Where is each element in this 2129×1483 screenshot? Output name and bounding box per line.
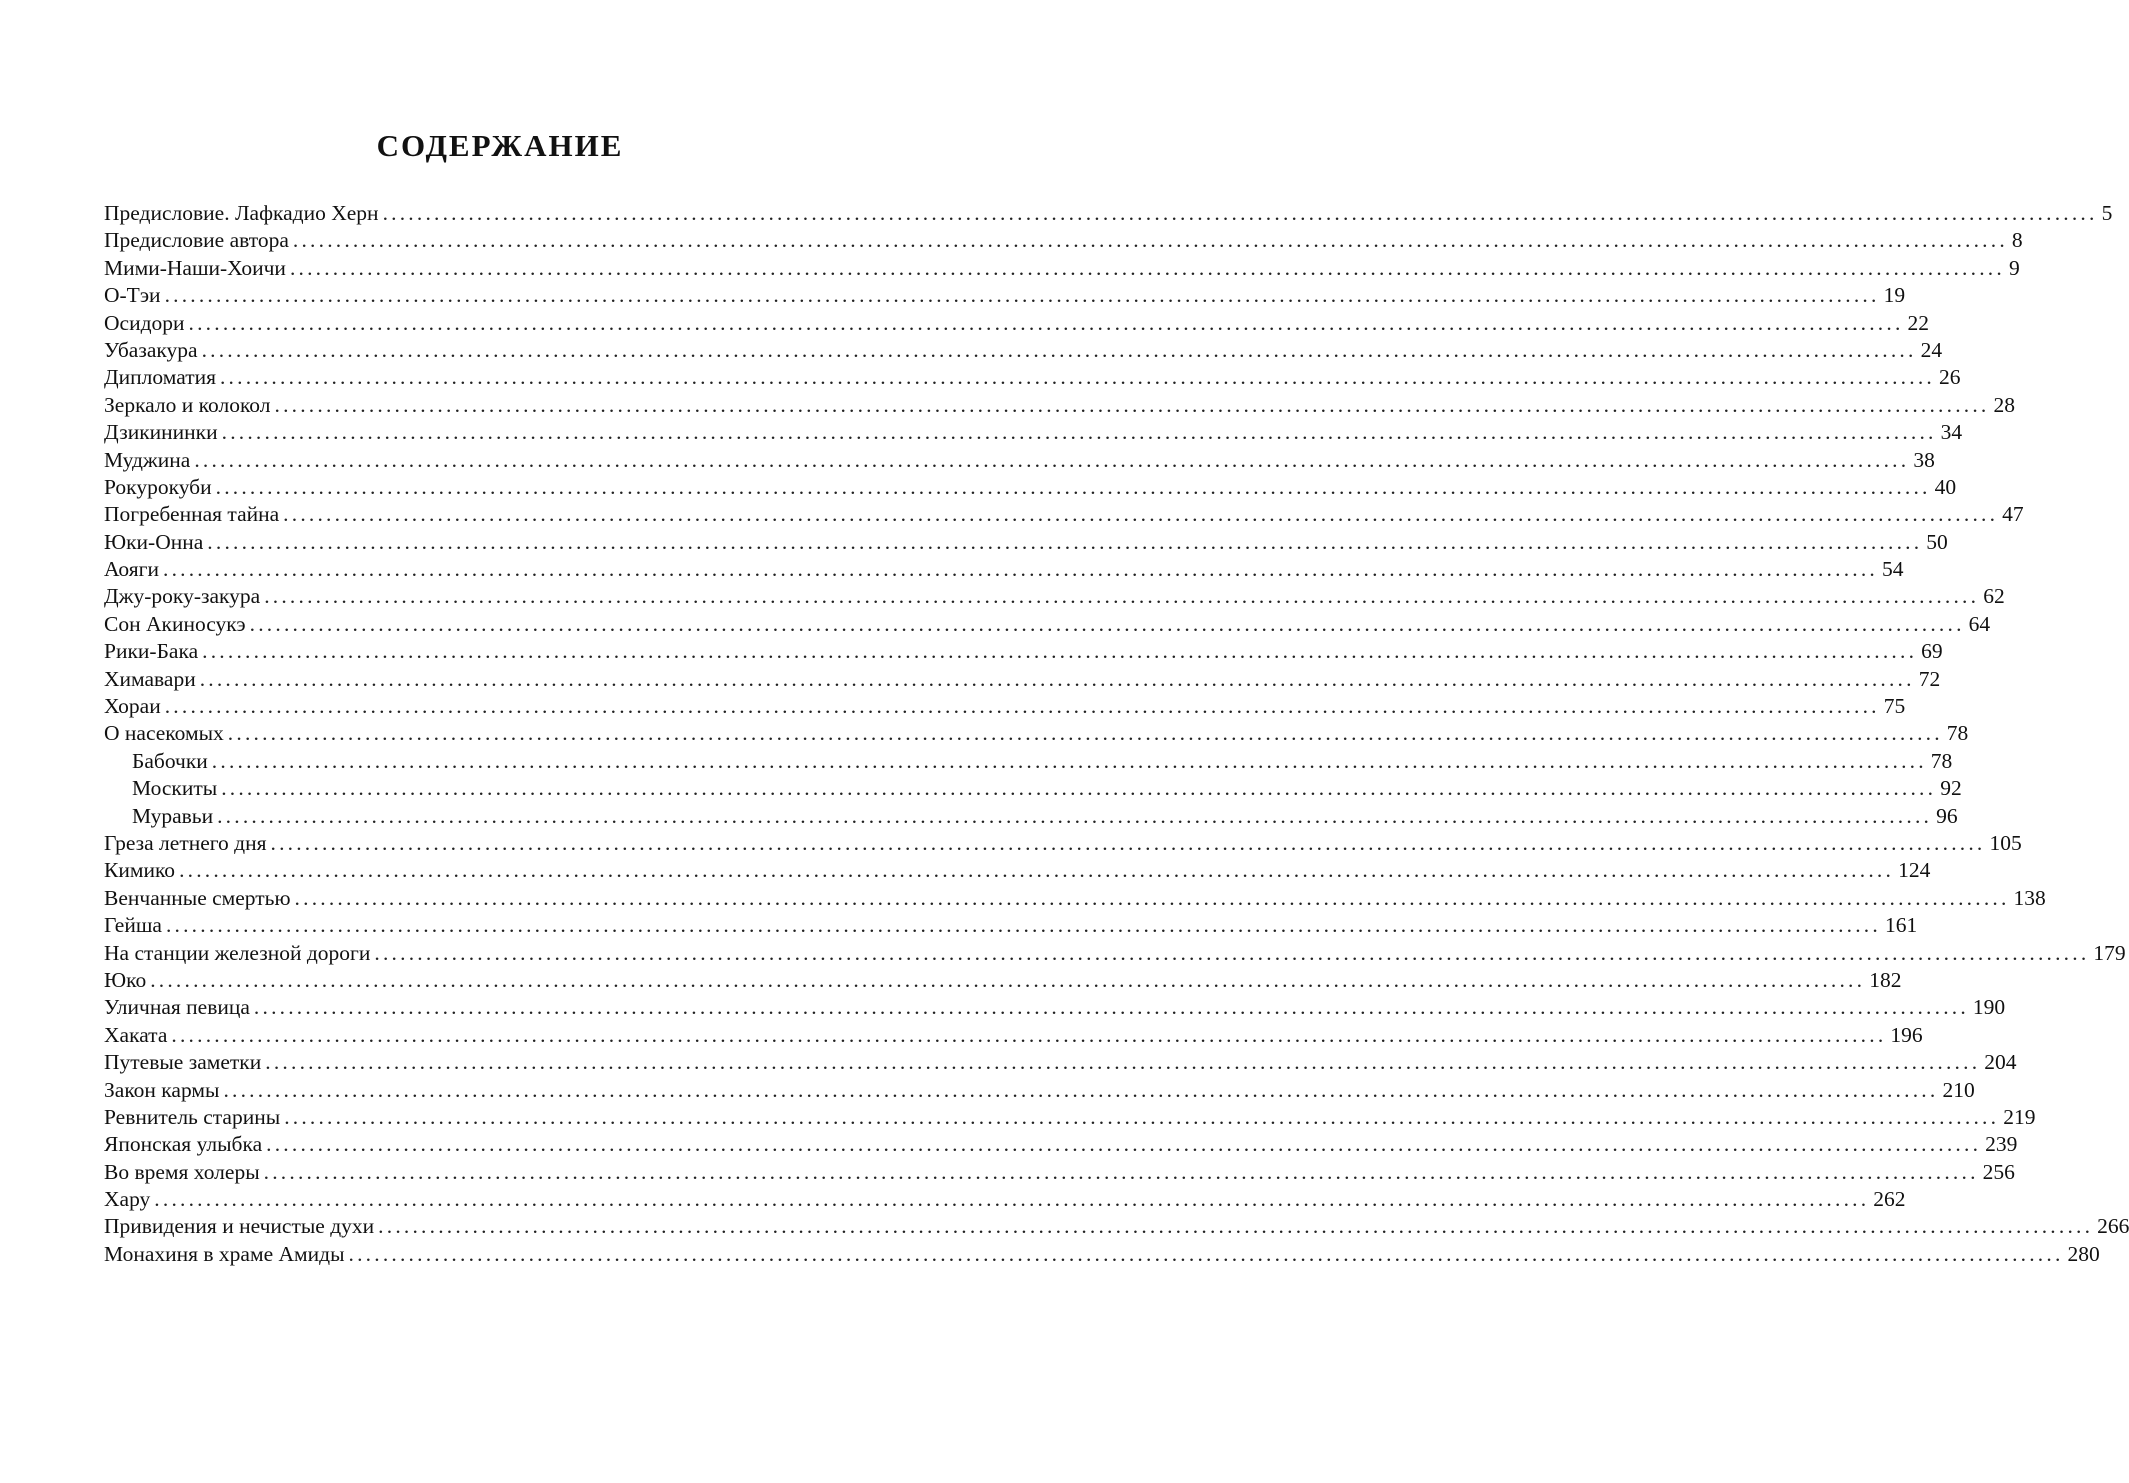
dot-leader: ........................................................................................................................................................................................................ xyxy=(378,1214,2094,1239)
toc-entry-page-number: 204 xyxy=(1984,1050,2017,1075)
toc-entry-page-number: 124 xyxy=(1898,858,1931,883)
toc-entry-page-number: 196 xyxy=(1890,1022,1923,1047)
toc-entry-page-number: 239 xyxy=(1985,1132,2018,1157)
toc-entry-title: Убазакура xyxy=(104,337,198,362)
dot-leader: ........................................................................................................................................................................................................ xyxy=(270,830,1986,855)
dot-leader: ........................................................................................................................................................................................................ xyxy=(201,337,1917,362)
toc-entry-title: Хаката xyxy=(104,1022,168,1047)
dot-leader: ........................................................................................................................................................................................................ xyxy=(165,913,1881,938)
toc-entry-title: Предисловие автора xyxy=(104,228,289,253)
toc-entry-page-number: 8 xyxy=(2011,228,2023,253)
toc-entry xyxy=(104,501,2024,528)
toc-entry-title: Дипломатия xyxy=(104,365,216,390)
toc-entry xyxy=(104,912,1918,939)
dot-leader: ........................................................................................................................................................................................................ xyxy=(219,365,1935,390)
dot-leader: ........................................................................................................................................................................................................ xyxy=(266,1132,1982,1157)
toc-entry-title: Предисловие. Лафкадио Херн xyxy=(104,201,379,225)
toc-entry-page-number: 210 xyxy=(1942,1077,1975,1102)
dot-leader: ........................................................................................................................................................................................................ xyxy=(283,502,1999,527)
toc-entry-title: Хару xyxy=(104,1187,151,1212)
toc-entry-title: Уличная певица xyxy=(104,995,250,1020)
toc-entry-title: Осидори xyxy=(104,310,185,335)
toc-entry-page-number: 105 xyxy=(1989,830,2022,855)
toc-entry-title: Ревнитель старины xyxy=(104,1104,281,1129)
toc-entry-title: Дзикининки xyxy=(104,420,218,445)
toc-subentry xyxy=(104,748,1953,775)
toc-entry-title: Аояги xyxy=(104,557,159,582)
toc-entry xyxy=(104,1159,2015,1186)
dot-leader: ........................................................................................................................................................................................................ xyxy=(163,557,1878,582)
toc-subentry xyxy=(104,803,1958,830)
toc-entry-page-number: 266 xyxy=(2097,1214,2129,1239)
toc-entry-title: Греза летнего дня xyxy=(104,830,267,855)
dot-leader: ........................................................................................................................................................................................................ xyxy=(274,392,1990,417)
toc-entry xyxy=(104,1104,2036,1131)
toc-entry-page-number: 78 xyxy=(1930,748,1953,773)
dot-leader: ........................................................................................................................................................................................................ xyxy=(289,255,2005,280)
toc-entry-title: Закон кармы xyxy=(104,1077,220,1102)
toc-entry-page-number: 92 xyxy=(1940,776,1962,801)
toc-entry xyxy=(104,556,1904,583)
toc-entry-page-number: 138 xyxy=(2013,885,2046,910)
toc-entry xyxy=(104,583,2005,610)
toc-entry xyxy=(104,1022,1923,1049)
dot-leader: ........................................................................................................................................................................................................ xyxy=(221,776,1937,801)
toc-entry-page-number: 78 xyxy=(1946,721,1969,746)
toc-entry-title: Зеркало и колокол xyxy=(104,392,271,417)
dot-leader: ........................................................................................................................................................................................................ xyxy=(263,1159,1979,1184)
toc-entry xyxy=(104,474,1957,501)
toc-entry-title: Во время холеры xyxy=(104,1159,260,1184)
toc-entry-title: На станции железной дороги xyxy=(104,940,371,965)
toc-entry xyxy=(104,1241,2100,1268)
toc-entry-page-number: 28 xyxy=(1993,392,2015,417)
toc-entry-page-number: 38 xyxy=(1913,447,1935,472)
toc-entry xyxy=(104,447,1935,474)
toc-entry xyxy=(104,885,2046,912)
toc-entry-title: Мими-Наши-Хоичи xyxy=(104,255,286,280)
toc-entry-title: Погребенная тайна xyxy=(104,502,280,527)
toc-entry-page-number: 24 xyxy=(1920,337,1943,362)
dot-leader: ........................................................................................................................................................................................................ xyxy=(150,967,1866,992)
toc-entry-page-number: 262 xyxy=(1873,1187,1906,1212)
toc-entry xyxy=(104,994,2006,1021)
dot-leader: ........................................................................................................................................................................................................ xyxy=(249,611,1965,636)
page-title: СОДЕРЖАНИЕ xyxy=(376,128,624,163)
toc-entry-title: Муджина xyxy=(104,447,191,472)
dot-leader: ........................................................................................................................................................................................................ xyxy=(164,283,1880,308)
toc-entry-page-number: 22 xyxy=(1907,310,1930,335)
toc-entry xyxy=(104,857,1931,884)
toc-entry-title: Джу-року-закура xyxy=(104,584,261,609)
toc-entry-page-number: 182 xyxy=(1869,967,1902,992)
toc-entry-page-number: 26 xyxy=(1938,365,1961,390)
toc-entry xyxy=(104,830,2022,857)
toc-entry-page-number: 75 xyxy=(1883,694,1906,719)
toc-entry-title: Муравьи xyxy=(132,803,214,828)
toc-entry xyxy=(104,227,2023,254)
toc-entry-title: Москиты xyxy=(132,776,218,801)
toc-entry xyxy=(104,720,1969,747)
toc-entry-title: Кимико xyxy=(104,858,176,883)
toc-entry-page-number: 72 xyxy=(1918,666,1941,691)
toc-entry-page-number: 179 xyxy=(2093,940,2126,965)
toc-entry-page-number: 54 xyxy=(1882,557,1904,582)
toc-entry-title: О-Тэи xyxy=(104,283,161,308)
dot-leader: ........................................................................................................................................................................................................ xyxy=(164,694,1880,719)
toc-entry xyxy=(104,1049,2017,1076)
toc-entry-title: Химавари xyxy=(104,666,196,691)
toc-entry xyxy=(104,392,2015,419)
toc-entry-title: Рокурокуби xyxy=(104,474,212,499)
toc-entry-title: Путевые заметки xyxy=(104,1050,262,1075)
toc-entry-title: Венчанные смертью xyxy=(104,885,291,910)
dot-leader: ........................................................................................................................................................................................................ xyxy=(207,529,1923,554)
toc-entry xyxy=(104,611,1991,638)
dot-leader: ........................................................................................................................................................................................................ xyxy=(284,1104,2000,1129)
toc-entry xyxy=(104,200,2113,227)
toc-entry xyxy=(104,967,1902,994)
toc-entry-page-number: 9 xyxy=(2008,255,2020,280)
toc-entry xyxy=(104,666,1941,693)
dot-leader: ........................................................................................................................................................................................................ xyxy=(223,1077,1939,1102)
toc-entry xyxy=(104,940,2126,967)
dot-leader: ........................................................................................................................................................................................................ xyxy=(188,310,1904,335)
toc-entry xyxy=(104,282,1906,309)
toc-entry-page-number: 219 xyxy=(2003,1104,2036,1129)
dot-leader: ........................................................................................................................................................................................................ xyxy=(348,1241,2064,1266)
toc-entry-page-number: 69 xyxy=(1921,639,1943,664)
toc-entry xyxy=(104,364,1961,391)
toc-entry-title: О насекомых xyxy=(104,721,224,746)
dot-leader: ........................................................................................................................................................................................................ xyxy=(199,666,1915,691)
toc-entry xyxy=(104,693,1906,720)
toc-entry-page-number: 64 xyxy=(1968,611,1991,636)
toc-entry-title: Монахиня в храме Амиды xyxy=(104,1241,345,1266)
toc-entry xyxy=(104,638,1943,665)
toc-entry-page-number: 34 xyxy=(1940,420,1963,445)
dot-leader: ........................................................................................................................................................................................................ xyxy=(221,420,1937,445)
toc-entry-title: Юко xyxy=(104,967,147,992)
toc-entry xyxy=(104,1186,1906,1213)
dot-leader: ........................................................................................................................................................................................................ xyxy=(217,803,1933,828)
dot-leader: ........................................................................................................................................................................................................ xyxy=(264,584,1980,609)
toc-entry-page-number: 256 xyxy=(1982,1159,2015,1184)
toc-entry-page-number: 96 xyxy=(1936,803,1958,828)
toc-entry-page-number: 280 xyxy=(2067,1241,2100,1266)
toc-entry-page-number: 47 xyxy=(2002,502,2024,527)
toc-entry-page-number: 40 xyxy=(1934,474,1957,499)
toc-entry-title: Бабочки xyxy=(132,748,208,773)
dot-leader: ........................................................................................................................................................................................................ xyxy=(171,1022,1887,1047)
toc-entry-page-number: 62 xyxy=(1983,584,2005,609)
toc-entry-title: Рики-Бака xyxy=(104,639,199,664)
toc-entry xyxy=(104,419,1963,446)
toc-entry xyxy=(104,337,1943,364)
dot-leader: ........................................................................................................................................................................................................ xyxy=(382,201,2098,225)
toc-entry xyxy=(104,1077,1975,1104)
toc-entry xyxy=(104,310,1930,337)
toc-entry xyxy=(104,1213,2129,1240)
dot-leader: ........................................................................................................................................................................................................ xyxy=(202,639,1918,664)
toc-entry-page-number: 50 xyxy=(1926,529,1948,554)
toc-entry xyxy=(104,1131,2018,1158)
toc-entry-page-number: 5 xyxy=(2101,201,2113,225)
dot-leader: ........................................................................................................................................................................................................ xyxy=(215,474,1931,499)
dot-leader: ........................................................................................................................................................................................................ xyxy=(211,748,1927,773)
toc-entry-title: Сон Акиносукэ xyxy=(104,611,246,636)
toc-entry xyxy=(104,255,2020,282)
toc-entry-title: Юки-Онна xyxy=(104,529,204,554)
dot-leader: ........................................................................................................................................................................................................ xyxy=(374,940,2090,965)
dot-leader: ........................................................................................................................................................................................................ xyxy=(253,995,1969,1020)
dot-leader: ........................................................................................................................................................................................................ xyxy=(265,1050,1981,1075)
toc-entry-page-number: 161 xyxy=(1884,913,1918,938)
dot-leader: ........................................................................................................................................................................................................ xyxy=(292,228,2008,253)
dot-leader: ........................................................................................................................................................................................................ xyxy=(154,1187,1870,1212)
toc-entry xyxy=(104,529,1948,556)
dot-leader: ........................................................................................................................................................................................................ xyxy=(179,858,1895,883)
table-of-contents xyxy=(104,200,2129,1268)
dot-leader: ........................................................................................................................................................................................................ xyxy=(194,447,1910,472)
toc-entry-page-number: 190 xyxy=(1972,995,2006,1020)
toc-entry-title: Привидения и нечистые духи xyxy=(104,1214,375,1239)
dot-leader: ........................................................................................................................................................................................................ xyxy=(294,885,2010,910)
toc-entry-title: Гейша xyxy=(104,913,162,938)
toc-entry-title: Хораи xyxy=(104,694,161,719)
toc-subentry xyxy=(104,775,1962,802)
toc-entry-page-number: 19 xyxy=(1883,283,1906,308)
dot-leader: ........................................................................................................................................................................................................ xyxy=(227,721,1943,746)
toc-entry-title: Японская улыбка xyxy=(104,1132,263,1157)
